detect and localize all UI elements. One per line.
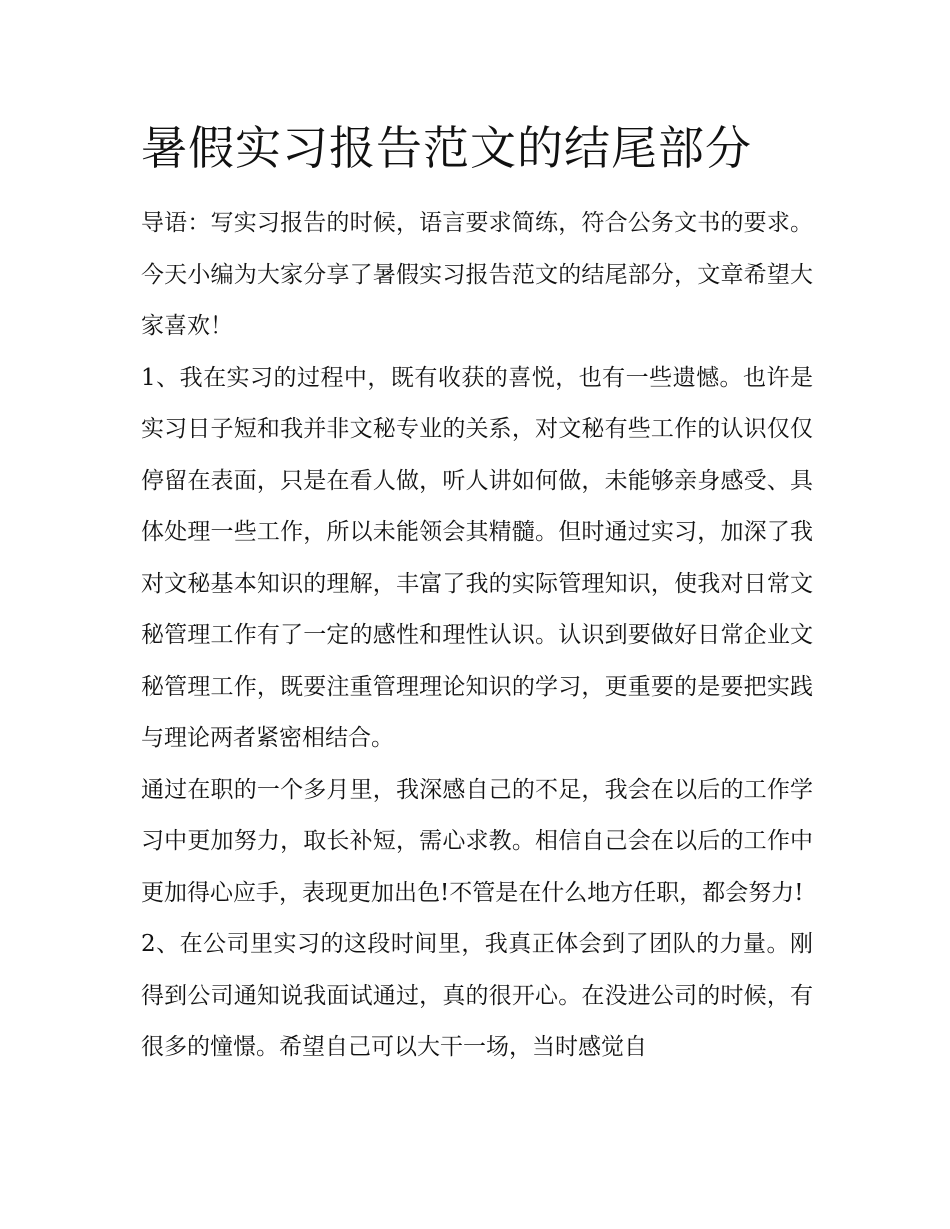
page-title: 暑假实习报告范文的结尾部分 <box>141 121 752 175</box>
paragraph-1: 1、我在实习的过程中，既有收获的喜悦，也有一些遗憾。也许是实习日子短和我并非文秘专业的关系，对文秘有些工作的认识仅仅停留在表面，只是在看人做，听人讲如何做，未能够亲身感受、具体处理一些工作，所以未能领会其精髓。但时通过实习，加深了我对文秘基本知识的理解，丰富了我的实际管理知识，使我对日常文秘管理工作有了一定的感性和理性认识。认识到要做好日常企业文秘管理工作，既要注重管理理论知识的学习，更重要的是要把实践与理论两者紧密相结合。 <box>141 364 813 751</box>
paragraph-3: 2、在公司里实习的这段时间里，我真正体会到了团队的力量。刚得到公司通知说我面试通过，真的很开心。在没进公司的时候，有很多的憧憬。希望自己可以大干一场，当时感觉自 <box>141 931 813 1060</box>
document-body <box>141 112 813 1074</box>
paragraph-2: 通过在职的一个多月里，我深感自己的不足，我会在以后的工作学习中更加努力，取长补短，需心求教。相信自己会在以后的工作中更加得心应手，表现更加出色!不管是在什么地方任职，都会努力! <box>141 776 813 906</box>
intro-paragraph: 导语：写实习报告的时候，语言要求简练，符合公务文书的要求。今天小编为大家分享了暑假实习报告范文的结尾部分，文章希望大家喜欢！ <box>141 210 813 339</box>
